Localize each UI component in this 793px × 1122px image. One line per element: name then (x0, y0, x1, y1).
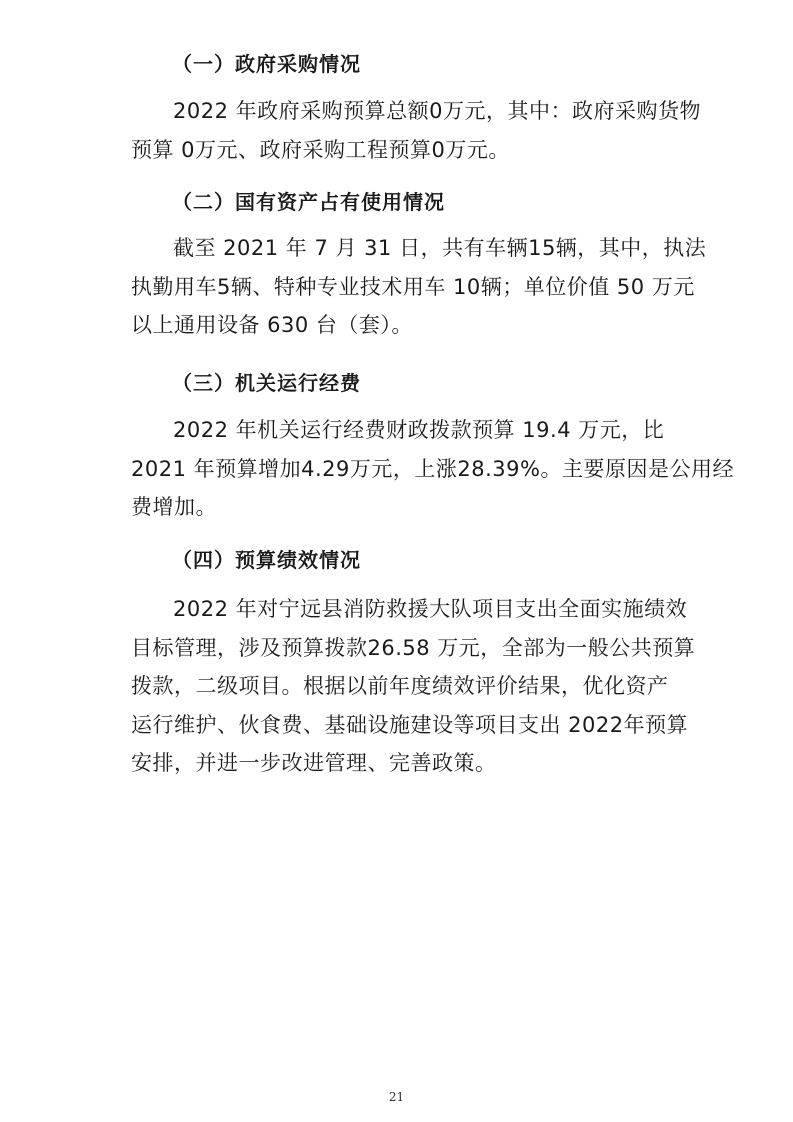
page-number: 21 (388, 1090, 405, 1104)
paragraph-line: 预算 0万元、政府采购工程预算0万元。 (131, 137, 510, 162)
section-body-operating-expenses (131, 411, 734, 527)
paragraph-line: 安排，并进一步改进管理、完善政策。 (131, 751, 497, 775)
section-heading-state-assets: （二）国有资产占有使用情况 (172, 190, 445, 214)
paragraph-line: 费增加。 (131, 495, 217, 519)
section-body-performance (131, 590, 696, 783)
paragraph-line: 目标管理，涉及预算拨款26.58 万元，全部为一般公共预算 (131, 635, 696, 660)
paragraph-line: 2022 年机关运行经费财政拨款预算 19.4 万元，比 (173, 418, 665, 442)
paragraph-line: 2021 年预算增加4.29万元，上涨28.39%。主要原因是公用经 (131, 456, 734, 481)
paragraph-line: 以上通用设备 630 台（套）。 (131, 313, 413, 337)
paragraph-line: 运行维护、伙食费、基础设施建设等项目支出 2022年预算 (131, 712, 689, 737)
paragraph-line: 截至 2021 年 7 月 31 日，共有车辆15辆，其中，执法 (173, 236, 707, 260)
section-body-procurement (131, 92, 701, 169)
paragraph-line: 拨款，二级项目。根据以前年度绩效评价结果，优化资产 (131, 674, 669, 698)
paragraph-line: 2022 年对宁远县消防救援大队项目支出全面实施绩效 (173, 597, 688, 621)
section-heading-operating-expenses: （三）机关运行经费 (172, 371, 361, 395)
section-body-state-assets (131, 229, 707, 345)
paragraph-line: 2022 年政府采购预算总额0万元，其中：政府采购货物 (173, 99, 701, 123)
paragraph-line: 执勤用车5辆、特种专业技术用车 10辆；单位价值 50 万元 (131, 274, 695, 299)
section-heading-procurement: （一）政府采购情况 (172, 52, 361, 76)
section-heading-performance: （四）预算绩效情况 (172, 548, 361, 572)
